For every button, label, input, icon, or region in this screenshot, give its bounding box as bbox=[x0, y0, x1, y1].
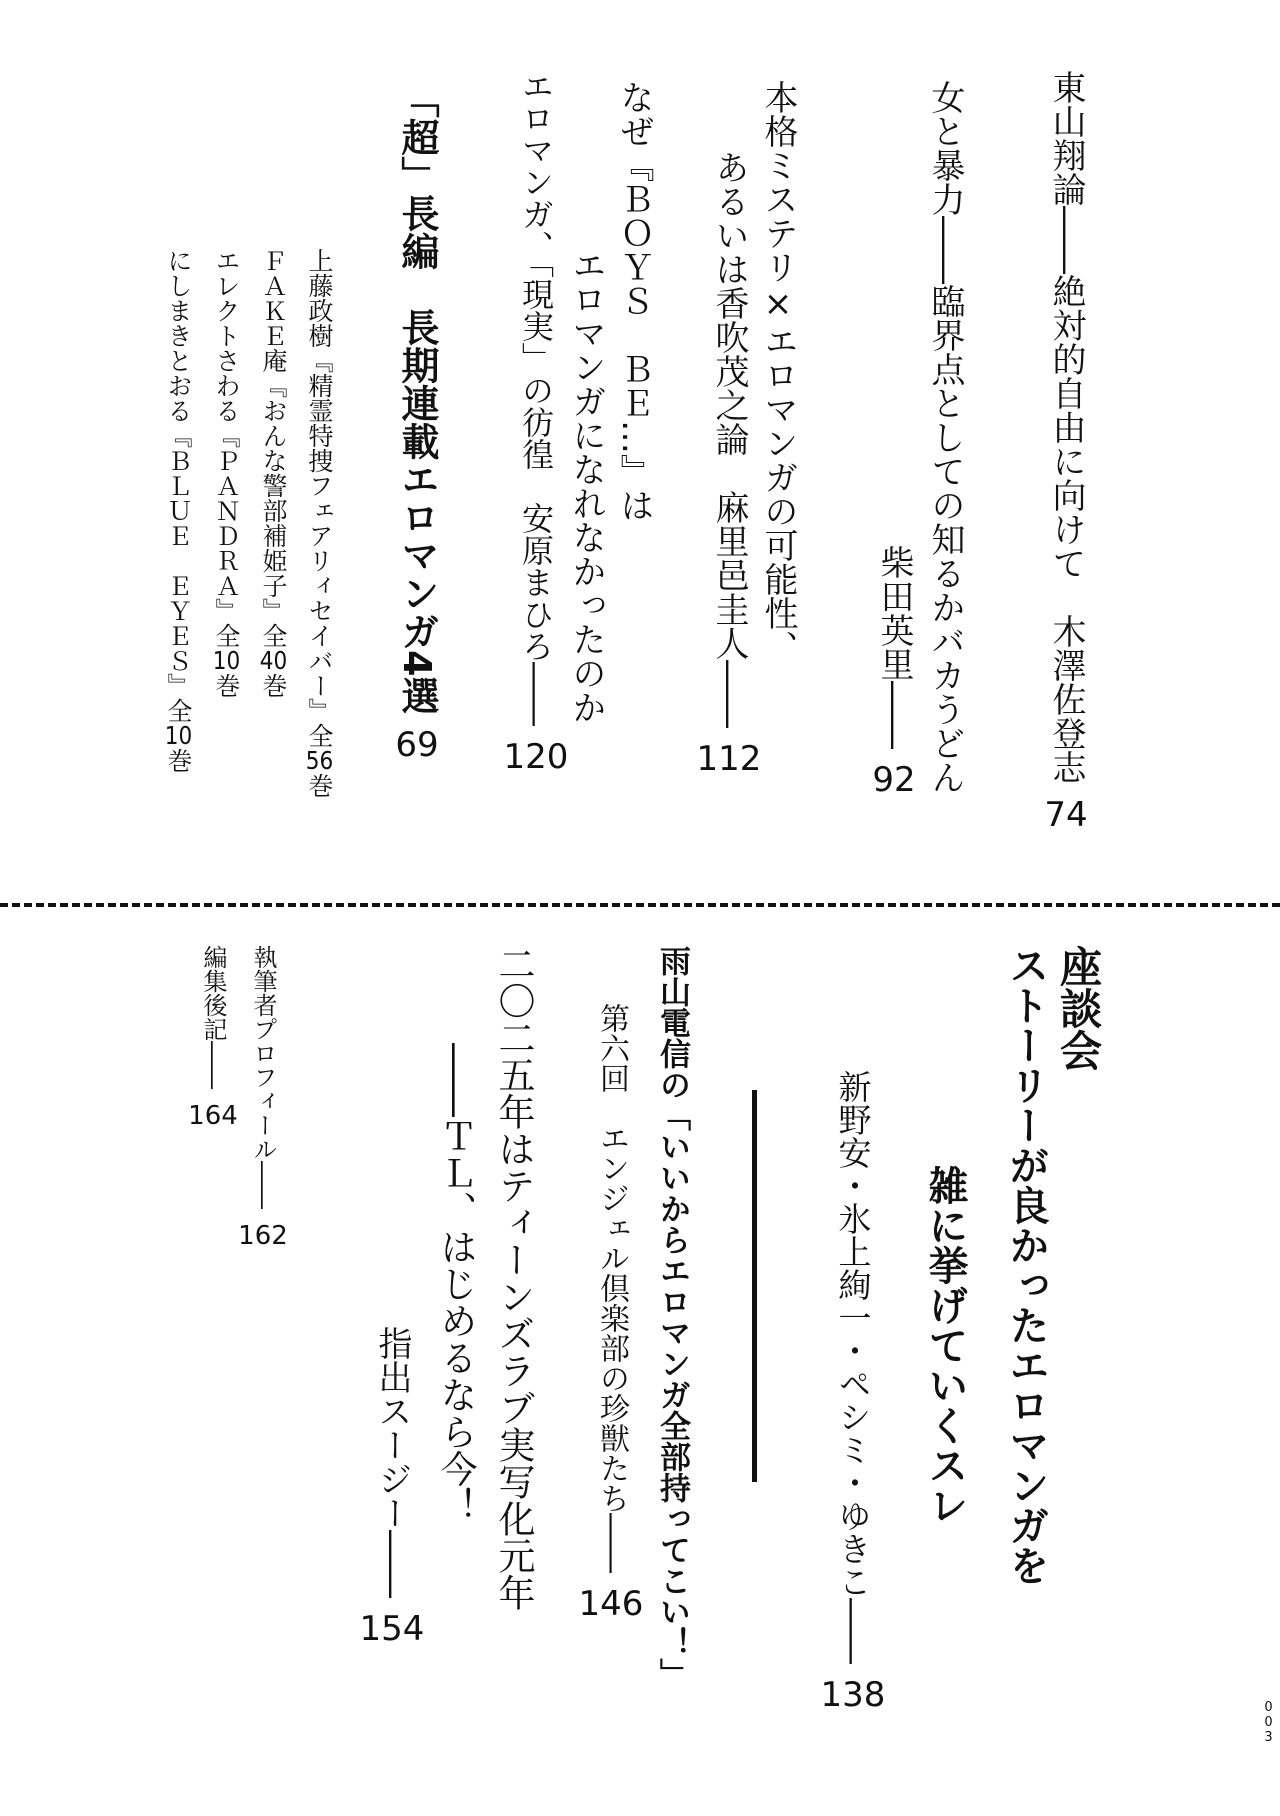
page-number-162: 162 bbox=[238, 1221, 288, 1251]
page-number-120: 120 bbox=[503, 737, 569, 777]
toc-entry-tl-2025[interactable]: 二〇二五年はティーンズラブ実写化元年 bbox=[492, 945, 535, 1611]
volume-count: 56 bbox=[305, 748, 334, 773]
toc-entry-afterword[interactable]: 編集後記―― bbox=[198, 945, 227, 1089]
sub-entry-title: エレクトさわる『ＰＡＮＤＲＡ』全 bbox=[212, 248, 241, 648]
toc-entry-angel-club: 第六回 エンジェル倶楽部の珍獣たち―― bbox=[594, 1003, 629, 1573]
toc-entry-higashiyama[interactable]: 東山翔論――絶対的自由に向けて 木澤佐登志 bbox=[1045, 70, 1086, 784]
page-number-69: 69 bbox=[395, 725, 439, 766]
toc-entry-sashide-group bbox=[359, 1326, 425, 1649]
dashed-divider bbox=[0, 903, 1280, 907]
zadankai-label: 座談会 bbox=[1054, 945, 1103, 1071]
toc-entry-boys-be[interactable]: なぜ『ＢＯＹＳ ＢＥ…』は bbox=[614, 80, 654, 522]
toc-entry-zadankai-title[interactable]: ストーリーが良かったエロマンガを bbox=[1003, 945, 1049, 1585]
page-number-146: 146 bbox=[578, 1584, 644, 1624]
page-number-92: 92 bbox=[872, 760, 916, 800]
sub-entry-onna-keibuho bbox=[261, 248, 286, 698]
volume-unit: 巻 bbox=[164, 748, 193, 773]
toc-entry-genjitsu[interactable]: エロマンガ、「現実」の彷徨 安原まひろ―― bbox=[517, 70, 555, 726]
toc-entry-author-shibata: 柴田英里―― bbox=[873, 545, 914, 749]
volume-unit: 巻 bbox=[305, 773, 334, 798]
toc-entry-genjitsu-group bbox=[503, 70, 569, 777]
page-number-154: 154 bbox=[359, 1609, 425, 1649]
volume-unit: 巻 bbox=[259, 673, 288, 698]
toc-entry-subtitle-kobuki: あるいは香吹茂之論 麻里邑圭人―― bbox=[709, 150, 749, 728]
toc-entry-chou-group bbox=[394, 80, 439, 766]
toc-entry-afterword-group bbox=[188, 945, 238, 1129]
toc-entry-contributors-group bbox=[238, 945, 288, 1249]
volume-unit: 巻 bbox=[212, 673, 241, 698]
toc-entry-zadankai-title-2[interactable]: 雑に挙げていくスレ bbox=[922, 1165, 968, 1525]
toc-entry-author-sashide: 指出スージー―― bbox=[372, 1326, 412, 1598]
sub-entry-title: にしまきとおる『ＢＬＵＥ ＥＹＥＳ』全 bbox=[164, 248, 193, 723]
toc-entry-boys-be-subtitle: エロマンガになれなかったのか bbox=[566, 248, 606, 724]
toc-entry-kobuki-group bbox=[696, 150, 762, 779]
zadankai-authors-group bbox=[820, 1070, 886, 1715]
page-number-74: 74 bbox=[1044, 795, 1088, 835]
toc-entry-higashiyama-group bbox=[1044, 70, 1088, 835]
sub-entry-title: ＦＡＫＥ庵『おんな警部補姫子』全 bbox=[259, 248, 288, 648]
toc-entry-amayama-dengen[interactable]: 雨山電信の「いいからエロマンガ全部持ってこい！」 bbox=[654, 945, 690, 1689]
page-number-164: 164 bbox=[188, 1101, 238, 1131]
toc-entry-shibata-group bbox=[872, 545, 916, 800]
sub-entry-blue-eyes bbox=[166, 248, 191, 773]
toc-entry-chou-chouhen[interactable]: 「超」長編 長期連載エロマンガ4選 bbox=[394, 80, 439, 715]
volume-count: 10 bbox=[164, 723, 193, 748]
toc-entry-contributors[interactable]: 執筆者プロフィール―― bbox=[248, 945, 277, 1209]
toc-entry-tl-subtitle: ――ＴＬ、はじめるなら今！ bbox=[434, 1043, 477, 1524]
toc-entry-honkaku-mystery[interactable]: 本格ミステリ×エロマンガの可能性、 bbox=[758, 80, 798, 664]
volume-count: 40 bbox=[259, 648, 288, 673]
toc-entry-angel-club-group bbox=[578, 1003, 644, 1624]
vertical-rule bbox=[752, 1090, 757, 1482]
sub-entry-seirei bbox=[307, 248, 332, 798]
toc-entry-onna-to-bouryoku[interactable]: 女と暴力――臨界点としての知るかバカうどん bbox=[925, 80, 965, 794]
sub-entry-pandra bbox=[214, 248, 239, 698]
folio-page-number: 003 bbox=[1261, 1700, 1276, 1745]
page-number-112: 112 bbox=[696, 739, 762, 779]
page-number-138: 138 bbox=[820, 1675, 886, 1715]
sub-entry-title: 上藤政樹『精霊特捜フェアリィセイバー』全 bbox=[305, 248, 334, 748]
volume-count: 10 bbox=[212, 648, 241, 673]
zadankai-authors: 新野安・氷上絢一・ペシミ・ゆきこ―― bbox=[833, 1070, 873, 1664]
